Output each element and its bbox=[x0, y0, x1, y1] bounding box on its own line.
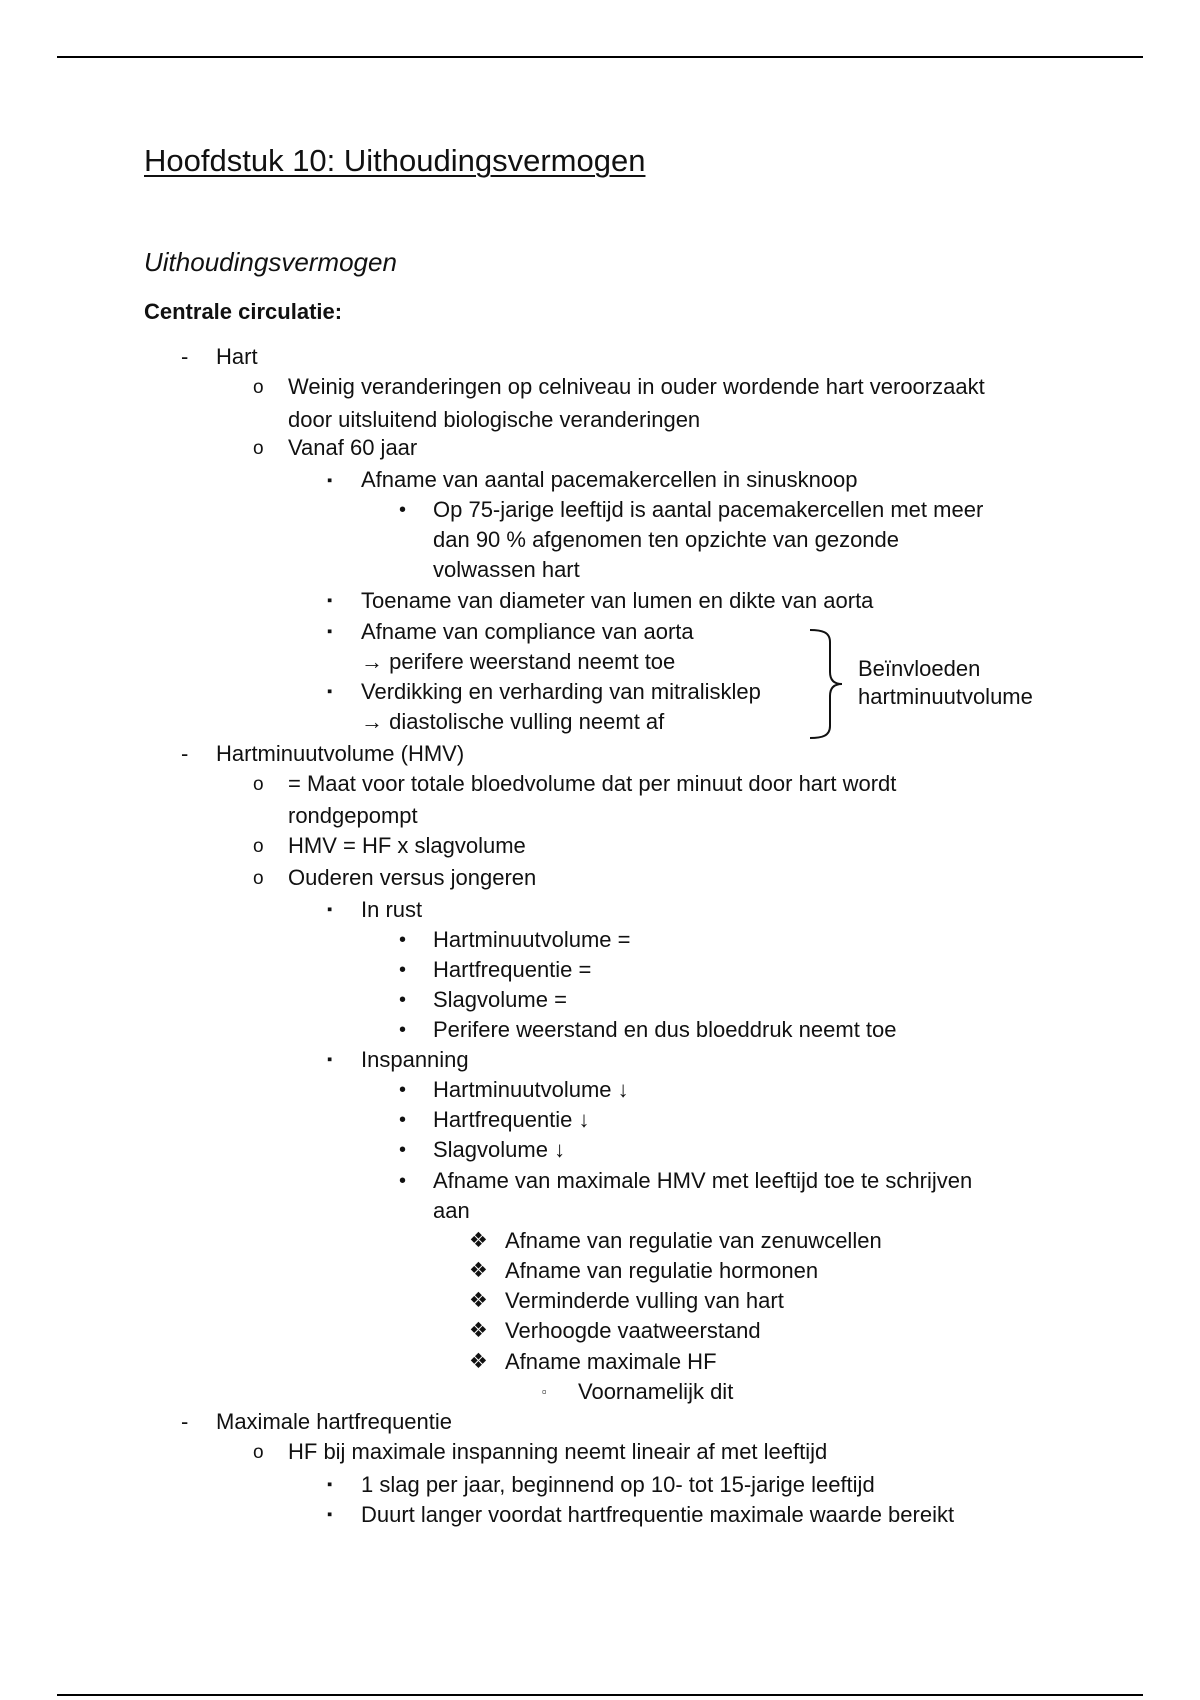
list-item: Afname van regulatie van zenuwcellen bbox=[505, 1228, 882, 1253]
list-item: Afname van compliance van aorta bbox=[361, 619, 694, 644]
bullet-marker: • bbox=[399, 1019, 407, 1041]
diamond-marker: ❖ bbox=[469, 1350, 488, 1373]
list-item: Afname van regulatie hormonen bbox=[505, 1258, 819, 1283]
list-item: Ouderen versus jongeren bbox=[288, 865, 537, 890]
square-marker: ▪ bbox=[327, 623, 333, 640]
brace-label-line: Beïnvloeden bbox=[858, 656, 981, 681]
circle-marker: o bbox=[253, 438, 264, 459]
square-marker: ▪ bbox=[327, 1051, 333, 1068]
circle-marker: o bbox=[253, 868, 264, 889]
circle-marker: o bbox=[253, 836, 264, 857]
bullet-marker: • bbox=[399, 499, 407, 521]
list-item: Hartfrequentie ↓ bbox=[433, 1107, 590, 1132]
list-item: Hartfrequentie = bbox=[433, 957, 592, 982]
dash-marker: - bbox=[181, 1409, 189, 1434]
curly-brace bbox=[808, 628, 844, 740]
list-item: Verhoogde vaatweerstand bbox=[505, 1318, 761, 1343]
small-square-marker: ▫ bbox=[542, 1384, 547, 1399]
square-marker: ▪ bbox=[327, 683, 333, 700]
bullet-marker: • bbox=[399, 929, 407, 951]
list-item: Hart bbox=[216, 344, 258, 369]
diamond-marker: ❖ bbox=[469, 1229, 488, 1252]
list-item: Slagvolume ↓ bbox=[433, 1137, 566, 1162]
list-item: Duurt langer voordat hartfrequentie maximale waarde bereikt bbox=[361, 1502, 955, 1527]
list-item: Weinig veranderingen op celniveau in ouder wordende hart veroorzaakt bbox=[288, 374, 985, 399]
list-item: Afname van aantal pacemakercellen in sinusknoop bbox=[361, 467, 858, 492]
bullet-marker: • bbox=[399, 1170, 407, 1192]
list-item: Hartminuutvolume ↓ bbox=[433, 1077, 629, 1102]
diamond-marker: ❖ bbox=[469, 1319, 488, 1342]
list-item: 1 slag per jaar, beginnend op 10- tot 15-jarige leeftijd bbox=[361, 1472, 875, 1497]
square-marker: ▪ bbox=[327, 901, 333, 918]
diamond-marker: ❖ bbox=[469, 1259, 488, 1282]
top-rule bbox=[57, 56, 1143, 58]
square-marker: ▪ bbox=[327, 472, 333, 489]
list-item: In rust bbox=[361, 897, 423, 922]
bullet-marker: • bbox=[399, 989, 407, 1011]
bottom-rule bbox=[57, 1694, 1143, 1696]
bullet-marker: • bbox=[399, 1109, 407, 1131]
bullet-marker: • bbox=[399, 1139, 407, 1161]
list-item: Afname van maximale HMV met leeftijd toe te schrijven bbox=[433, 1168, 973, 1193]
list-item: Inspanning bbox=[361, 1047, 469, 1072]
list-item: Vanaf 60 jaar bbox=[288, 435, 418, 460]
list-item: Afname maximale HF bbox=[505, 1349, 717, 1374]
list-item: Verdikking en verharding van mitralisklep bbox=[361, 679, 761, 704]
list-item: Hartminuutvolume (HMV) bbox=[216, 741, 465, 766]
list-item: = Maat voor totale bloedvolume dat per minuut door hart wordt bbox=[288, 771, 897, 796]
list-item-continuation: door uitsluitend biologische veranderingen bbox=[288, 407, 701, 432]
page-title: Hoofdstuk 10: Uithoudingsvermogen bbox=[144, 143, 646, 178]
list-item: Verminderde vulling van hart bbox=[505, 1288, 784, 1313]
list-item: Slagvolume = bbox=[433, 987, 567, 1012]
list-item: Maximale hartfrequentie bbox=[216, 1409, 453, 1434]
dash-marker: - bbox=[181, 344, 189, 369]
list-item-continuation: volwassen hart bbox=[433, 557, 580, 582]
dash-marker: - bbox=[181, 741, 189, 766]
list-item: Toename van diameter van lumen en dikte van aorta bbox=[361, 588, 874, 613]
list-item: HF bij maximale inspanning neemt lineair af met leeftijd bbox=[288, 1439, 828, 1464]
square-marker: ▪ bbox=[327, 592, 333, 609]
list-item-continuation: → perifere weerstand neemt toe bbox=[361, 649, 676, 674]
square-marker: ▪ bbox=[327, 1506, 333, 1523]
square-marker: ▪ bbox=[327, 1476, 333, 1493]
list-item: Op 75-jarige leeftijd is aantal pacemakercellen met meer bbox=[433, 497, 984, 522]
list-item-continuation: rondgepompt bbox=[288, 803, 418, 828]
brace-label-line: hartminuutvolume bbox=[858, 684, 1033, 709]
bullet-marker: • bbox=[399, 1079, 407, 1101]
circle-marker: o bbox=[253, 774, 264, 795]
list-item: Voornamelijk dit bbox=[578, 1379, 734, 1404]
section-subtitle: Uithoudingsvermogen bbox=[144, 247, 397, 277]
list-item-continuation: → diastolische vulling neemt af bbox=[361, 709, 665, 734]
diamond-marker: ❖ bbox=[469, 1289, 488, 1312]
bullet-marker: • bbox=[399, 959, 407, 981]
list-item: Perifere weerstand en dus bloeddruk neemt toe bbox=[433, 1017, 897, 1042]
section-heading: Centrale circulatie: bbox=[144, 299, 343, 324]
list-item-continuation: aan bbox=[433, 1198, 470, 1223]
list-item: HMV = HF x slagvolume bbox=[288, 833, 526, 858]
list-item: Hartminuutvolume = bbox=[433, 927, 631, 952]
circle-marker: o bbox=[253, 1442, 264, 1463]
list-item-continuation: dan 90 % afgenomen ten opzichte van gezonde bbox=[433, 527, 900, 552]
circle-marker: o bbox=[253, 377, 264, 398]
